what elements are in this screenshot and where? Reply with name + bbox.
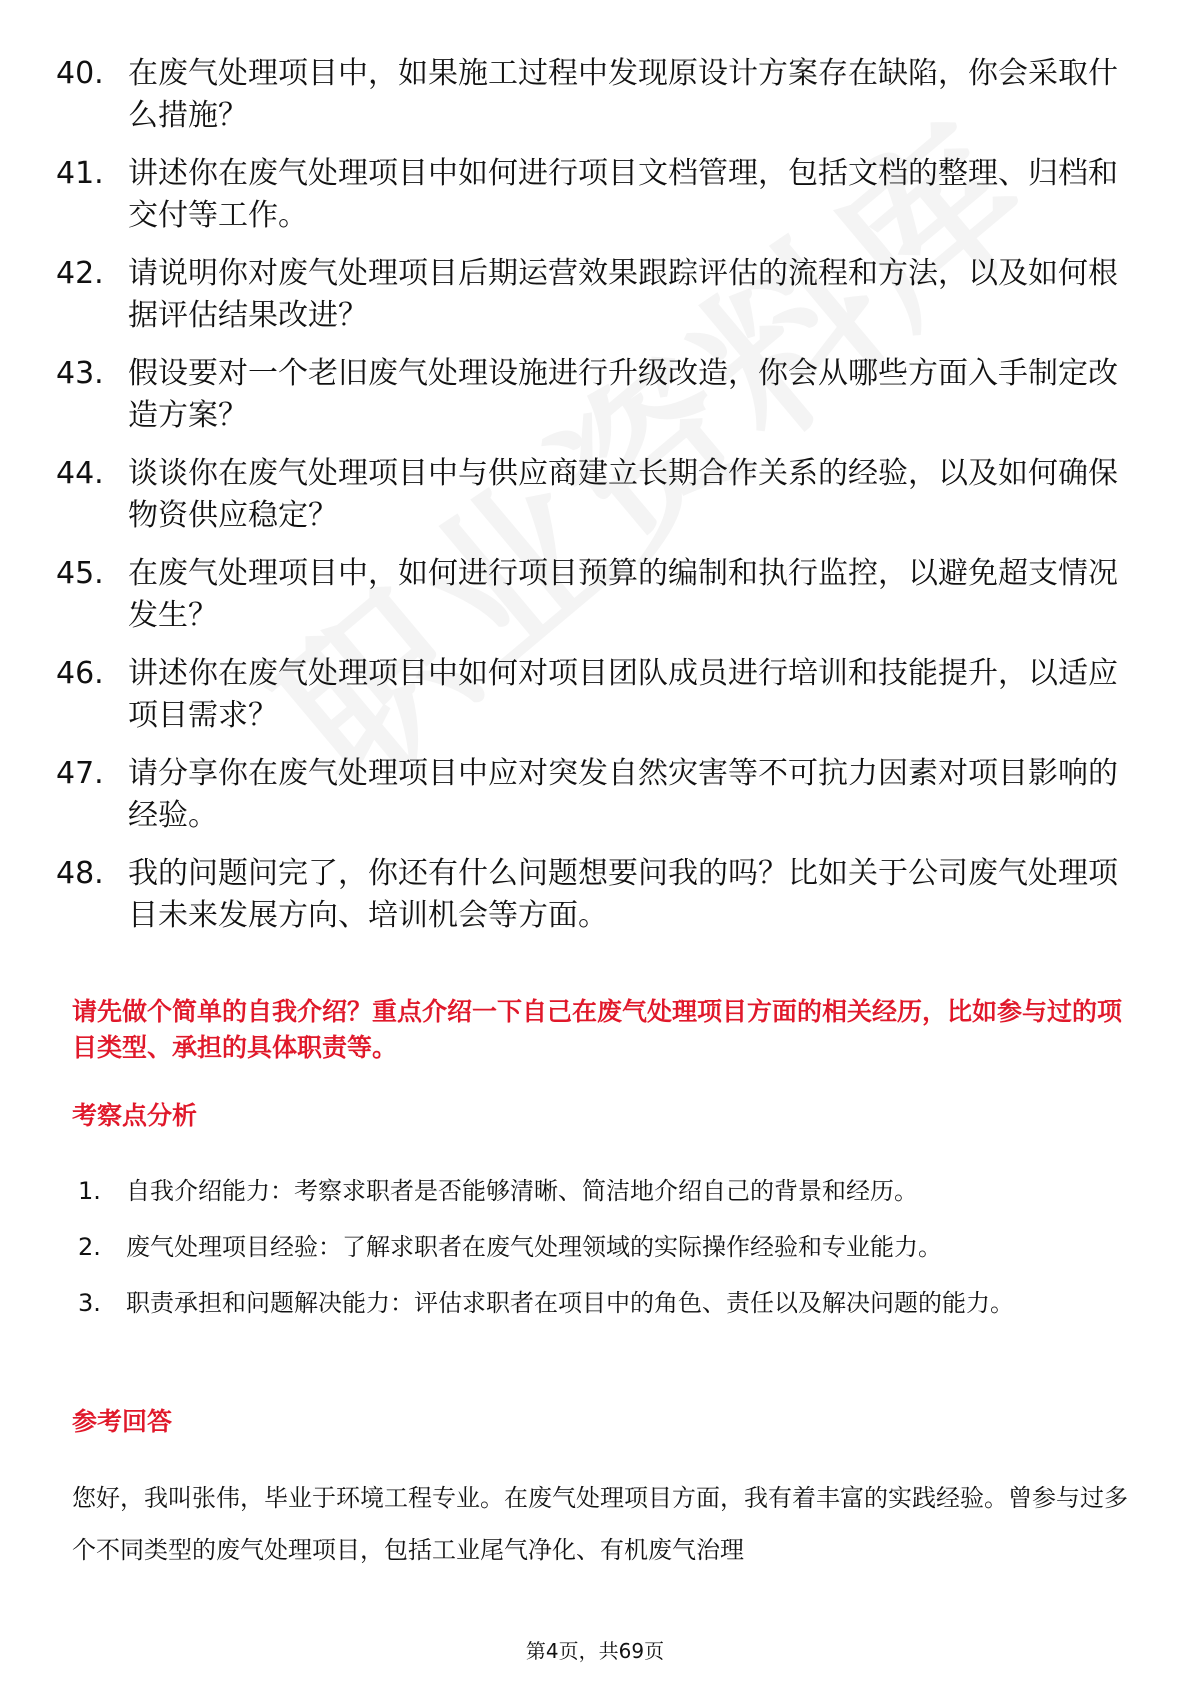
question-text: 在废气处理项目中，如何进行项目预算的编制和执行监控，以避免超支情况发生？ xyxy=(128,556,1118,633)
page-footer: 第4页，共69页 xyxy=(525,1639,665,1663)
question-item xyxy=(56,253,1146,337)
question-text: 在废气处理项目中，如果施工过程中发现原设计方案存在缺陷，你会采取什么措施？ xyxy=(128,56,1118,133)
question-item xyxy=(56,853,1146,937)
question-item xyxy=(56,753,1146,837)
question-text: 谈谈你在废气处理项目中与供应商建立长期合作关系的经验，以及如何确保物资供应稳定？ xyxy=(128,456,1118,533)
question-text: 假设要对一个老旧废气处理设施进行升级改造，你会从哪些方面入手制定改造方案？ xyxy=(128,356,1118,433)
question-number: 42. xyxy=(56,256,104,291)
question-number: 41. xyxy=(56,156,104,191)
question-text: 讲述你在废气处理项目中如何对项目团队成员进行培训和技能提升，以适应项目需求？ xyxy=(128,656,1118,733)
question-item xyxy=(56,653,1146,737)
analysis-item xyxy=(78,1166,1128,1216)
analysis-number: 1. xyxy=(78,1177,101,1205)
reference-title: 参考回答 xyxy=(72,1407,173,1436)
question-list xyxy=(56,53,1146,953)
analysis-text: 职责承担和问题解决能力：评估求职者在项目中的角色、责任以及解决问题的能力。 xyxy=(126,1289,1014,1317)
question-text: 讲述你在废气处理项目中如何进行项目文档管理，包括文档的整理、归档和交付等工作。 xyxy=(128,156,1118,233)
question-text: 我的问题问完了，你还有什么问题想要问我的吗？比如关于公司废气处理项目未来发展方向、培训机会等方面。 xyxy=(128,856,1118,933)
question-number: 48. xyxy=(56,856,104,891)
question-number: 46. xyxy=(56,656,104,691)
analysis-text: 自我介绍能力：考察求职者是否能够清晰、简洁地介绍自己的背景和经历。 xyxy=(126,1177,918,1205)
question-item xyxy=(56,153,1146,237)
analysis-text: 废气处理项目经验：了解求职者在废气处理领域的实际操作经验和专业能力。 xyxy=(126,1233,942,1261)
reference-answer: 您好，我叫张伟，毕业于环境工程专业。在废气处理项目方面，我有着丰富的实践经验。曾参与过多个不同类型的废气处理项目，包括工业尾气净化、有机废气治理 xyxy=(72,1484,1128,1564)
question-number: 47. xyxy=(56,756,104,791)
interview-question-heading: 请先做个简单的自我介绍？重点介绍一下自己在废气处理项目方面的相关经历，比如参与过的项目类型、承担的具体职责等。 xyxy=(72,997,1123,1062)
analysis-item xyxy=(78,1222,1128,1272)
question-number: 40. xyxy=(56,56,104,91)
analysis-number: 2. xyxy=(78,1233,101,1261)
question-number: 44. xyxy=(56,456,104,491)
question-item xyxy=(56,53,1146,137)
analysis-list xyxy=(78,1166,1128,1334)
question-number: 43. xyxy=(56,356,104,391)
question-number: 45. xyxy=(56,556,104,591)
analysis-item xyxy=(78,1278,1128,1328)
question-item xyxy=(56,553,1146,637)
analysis-number: 3. xyxy=(78,1289,101,1317)
question-text: 请说明你对废气处理项目后期运营效果跟踪评估的流程和方法，以及如何根据评估结果改进？ xyxy=(128,256,1118,333)
question-item xyxy=(56,453,1146,537)
analysis-title: 考察点分析 xyxy=(72,1101,198,1130)
question-item xyxy=(56,353,1146,437)
question-text: 请分享你在废气处理项目中应对突发自然灾害等不可抗力因素对项目影响的经验。 xyxy=(128,756,1118,833)
